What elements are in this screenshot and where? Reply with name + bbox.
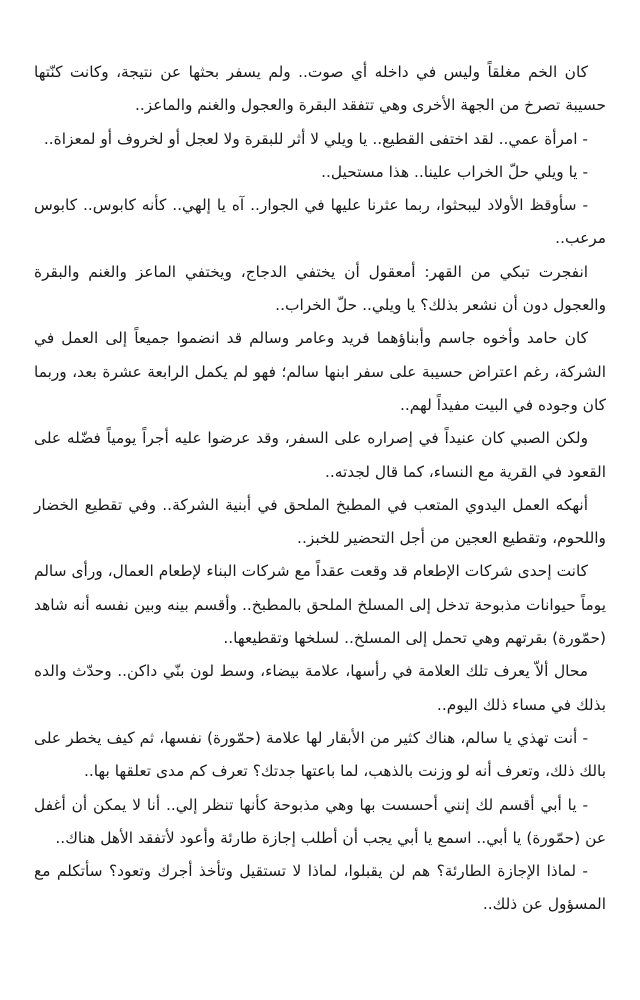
paragraph-3: - يا ويلي حلّ الخراب علينا.. هذا مستحيل..	[321, 162, 588, 181]
paragraph-7: ولكن الصبي كان عنيداً في إصراره على السفر، وقد عرضوا عليه أجراً يومياً فضّله على القعود في القرية مع النساء، كما قال لجدته..	[34, 429, 606, 481]
paragraph-4: - سأوقظ الأولاد ليبحثوا، ربما عثرنا عليها في الجوار.. آه يا إلهي.. كأنه كابوس.. كابوس مرعب..	[34, 196, 606, 248]
paragraph-6: كان حامد وأخوه جاسم وأبناؤهما فريد وعامر وسالم قد انضموا جميعاً إلى العمل في الشركة، رغم اعتراض حسيبة على سفر ابنها سالم؛ فهو لم يكمل الرابعة عشرة بعد، وربما كان وجوده في البيت مفيداً لهم..	[34, 329, 606, 414]
paragraph-12: - يا أبي أقسم لك إنني أحسست بها وهي مذبوحة كأنها تنظر إلي.. أنا لا يمكن أن أغفل عن (حمّورة) يا أبي.. اسمع يا أبي يجب أن أطلب إجازة طارئة وأعود لأتفقد الأهل هناك..	[34, 795, 606, 847]
paragraph-10: محال ألاّ يعرف تلك العلامة في رأسها، علامة بيضاء، وسط لون بنّي داكن.. وحدّث والده بذلك في مساء ذلك اليوم..	[34, 662, 606, 714]
paragraph-13: - لماذا الإجازة الطارئة؟ هم لن يقبلوا، لماذا لا تستقيل وتأخذ أجرك وتعود؟ سأتكلم مع المسؤول عن ذلك..	[34, 862, 606, 914]
paragraph-8: أنهكه العمل اليدوي المتعب في المطبخ الملحق في أبنية الشركة.. وفي تقطيع الخضار واللحوم، وتقطيع العجين من أجل التحضير للخبز..	[34, 495, 606, 548]
paragraph-2: - امرأة عمي.. لقد اختفى القطيع.. يا ويلي لا أثر للبقرة ولا لعجل أو لخروف أو لمعزاة..	[43, 129, 588, 148]
paragraph-1: كان الخم مغلقاً وليس في داخله أي صوت.. ولم يسفر بحثها عن نتيجة، وكانت كنّتها حسيبة تصرخ من الجهة الأخرى وهي تتفقد البقرة والعجول والغنم والماعز..	[34, 63, 606, 115]
paragraph-5: انفجرت تبكي من القهر: أمعقول أن يختفي الدجاج، ويختفي الماعز والغنم والبقرة والعجول دون أن نشعر بذلك؟ يا ويلي.. حلّ الخراب..	[34, 262, 606, 315]
paragraph-9: كانت إحدى شركات الإطعام قد وقعت عقداً مع شركات البناء لإطعام العمال، ورأى سالم يوماً حيوانات مذبوحة تدخل إلى المسلخ الملحق بالمطبخ.. وأقسم بينه وبين نفسه أنه شاهد (حمّورة) بقرتهم وهي تحمل إلى المسلخ.. لسلخها وتقطيعها..	[34, 562, 606, 648]
paragraph-11: - أنت تهذي يا سالم، هناك كثير من الأبقار لها علامة (حمّورة) نفسها، ثم كيف يخطر على بالك ذلك، وتعرف أنه لو وزنت بالذهب، لما باعتها جدتك؟ تعرف كم مدى تعلقها بها..	[34, 728, 606, 781]
